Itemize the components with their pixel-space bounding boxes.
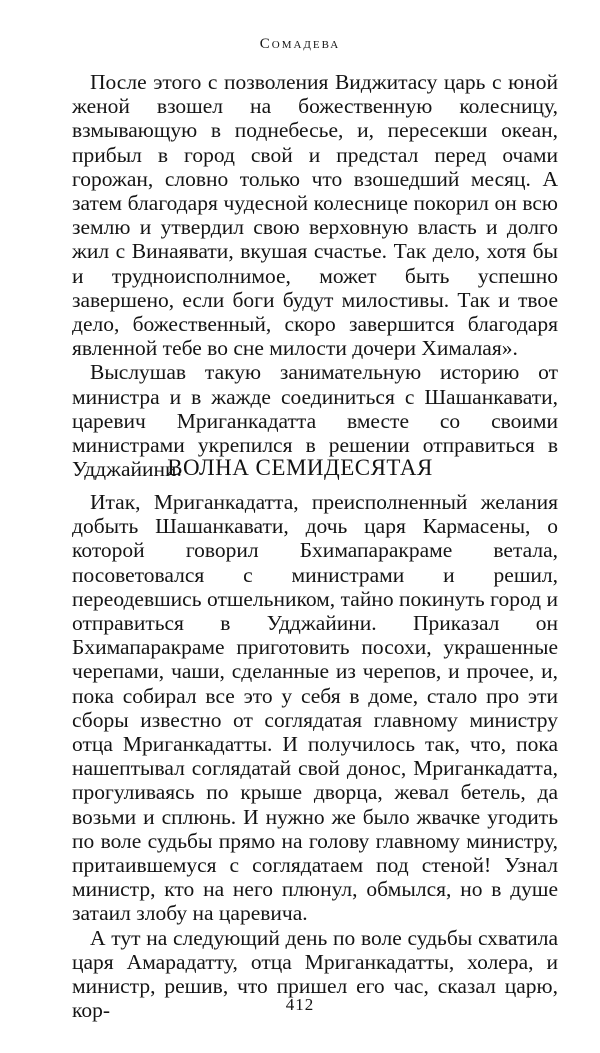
running-head: Сомадева <box>259 36 341 52</box>
paragraph: А тут на следующий день по воле судьбы схватила царя Амарадатту, отца Мриганкадатты, холера, и министр, решив, что пришел его час, сказал царю, кор- <box>72 925 558 1023</box>
paragraph: Итак, Мриганкадатта, преисполненный желания добыть Шашанкавати, дочь царя Кармасены, о которой говорил Бхимапаракраме ветала, посоветовался с министрами и решил, переодевшись отшельником, тайно покинуть город и отправиться в Удджайини. Приказал он Бхимапаракраме приготовить посохи, украшенные черепами, чаши, сделанные из черепов, и прочее, и, пока собирал все это у себя в доме, стало про эти сборы известно от соглядатая главному министру отца Мриганкадатты. И получилось так, что, пока нашептывал соглядатай свой донос, Мриганкадатта, прогуливаясь по крыше дворца, жевал бетель, да возьми и сплюнь. И нужно же было жвачке угодить по воле судьбы прямо на голову главному министру, притаившемуся с соглядатаем под стеной! Узнал министр, кто на него плюнул, обмылся, но в душе затаил злобу на царевича. <box>72 490 558 926</box>
text-block-top <box>72 70 558 481</box>
chapter-title: ВОЛНА СЕМИДЕСЯТАЯ <box>167 455 433 480</box>
text-block-bottom <box>72 490 558 1022</box>
paragraph: После этого с позволения Виджитасу царь с юной женой взошел на божественную колесницу, взмывающую в поднебесье, и, пересекши океан, прибыл в город свой и предстал перед очами горожан, словно только что взошедший месяц. А затем благодаря чудесной колеснице покорил он всю землю и утвердил свою верховную власть и долго жил с Винаявати, вкушая счастье. Так дело, хотя бы и трудноисполнимое, может быть успешно завершено, если боги будут милостивы. Так и твое дело, божественный, скоро завершится благодаря явленной тебе во сне милости дочери Хималая». <box>72 70 558 361</box>
paragraph: Выслушав такую занимательную историю от министра и в жажде соединиться с Шашанкавати, царевич Мриганкадатта вместе со своими министрами укрепился в решении отправиться в Удджайини. <box>72 360 558 482</box>
page-number: 412 <box>285 995 315 1014</box>
